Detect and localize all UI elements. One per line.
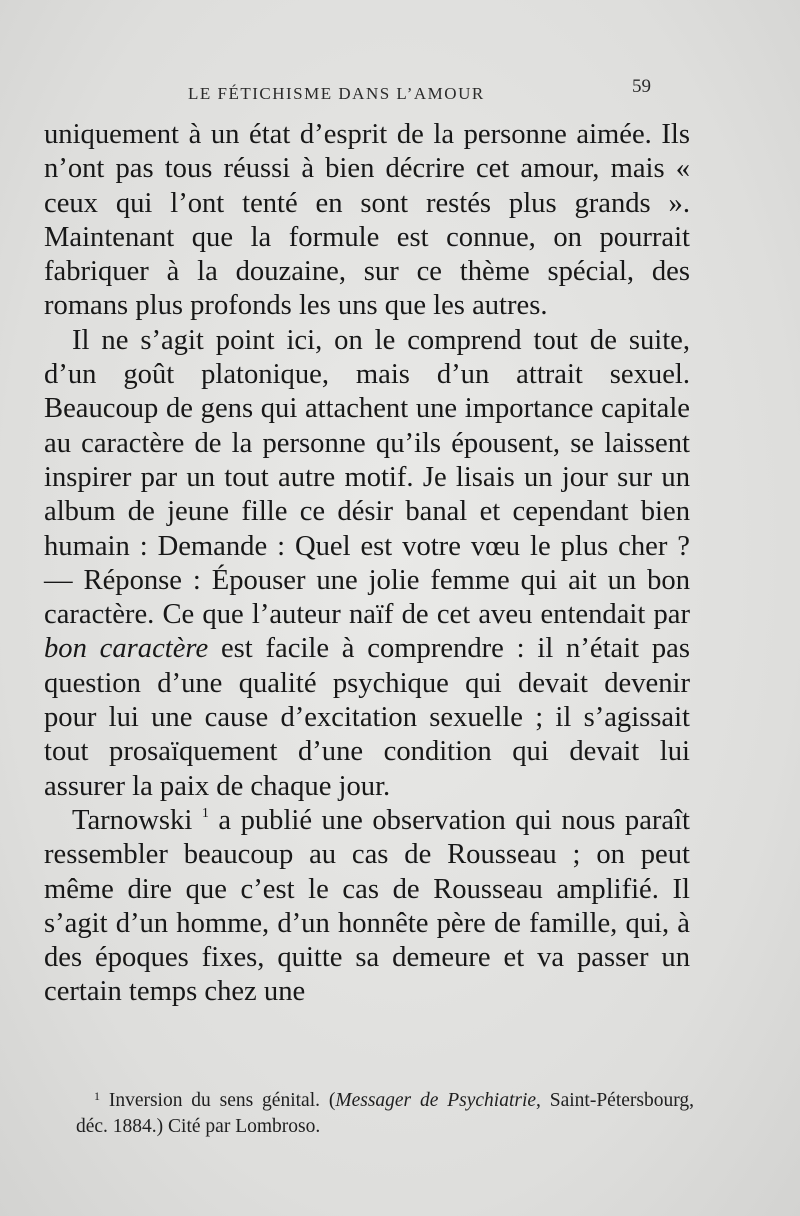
- running-title: LE FÉTICHISME DANS L’AMOUR: [188, 84, 485, 103]
- paragraph-3: [44, 804, 690, 1010]
- footnote-reference-mark: 1: [201, 805, 209, 821]
- footnote-number: 1: [94, 1089, 100, 1103]
- paragraph-2-text-b: est facile à comprendre : il n’était pas question d’une qualité psychique qui devait devenir pour lui une cause d’excitation sexuelle ; il s’agissait tout prosaïquement d’une condition qui devait lui assurer la paix de chaque jour.: [44, 633, 690, 802]
- footnote-text-a: Inversion du sens génital. (: [100, 1090, 336, 1111]
- paragraph-1: uniquement à un état d’esprit de la personne aimée. Ils n’ont pas tous réussi à bien décrire cet amour, mais « ceux qui l’ont tenté en sont restés plus grands ». Maintenant que la formule est connue, on pourrait fabriquer à la douzaine, sur ce thème spécial, des romans plus profonds les uns que les autres.: [44, 119, 690, 322]
- paragraph-2-italic: bon caractère: [44, 633, 209, 665]
- paragraph-3-text: a publié une observation qui nous paraît ressembler beaucoup au cas de Rousseau ; on peut même dire que c’est le cas de Rousseau amplifié. Il s’agit d’un homme, d’un honnête père de famille, qui, à des époques fixes, quitte sa demeure et va passer un certain temps chez une: [44, 804, 690, 1008]
- paragraph-3-lead: Tarnowski: [72, 804, 193, 836]
- page-header: [0, 76, 800, 114]
- footnote-text-b: , Saint-Pétersbourg, déc. 1884.) Cité par Lombroso.: [76, 1090, 694, 1137]
- body-text: [44, 118, 690, 1010]
- paragraph-2-text-a: Il ne s’agit point ici, on le comprend tout de suite, d’un goût platonique, mais d’un attrait sexuel. Beaucoup de gens qui attachent une importance capitale au caractère de la personne qu’ils épousent, se laissent inspirer par un tout autre motif. Je lisais un jour sur un album de jeune fille ce désir banal et cependant bien humain : Demande : Quel est votre vœu le plus cher ? — Réponse : Épouser une jolie femme qui ait un bon caractère. Ce que l’auteur naïf de cet aveu entendait par: [44, 324, 690, 631]
- paragraph-2: [44, 324, 690, 804]
- page-number: 59: [632, 76, 651, 97]
- footnote-text: [76, 1088, 694, 1140]
- footnote: [76, 1088, 694, 1140]
- footnote-journal-title: Messager de Psychiatrie: [335, 1090, 537, 1111]
